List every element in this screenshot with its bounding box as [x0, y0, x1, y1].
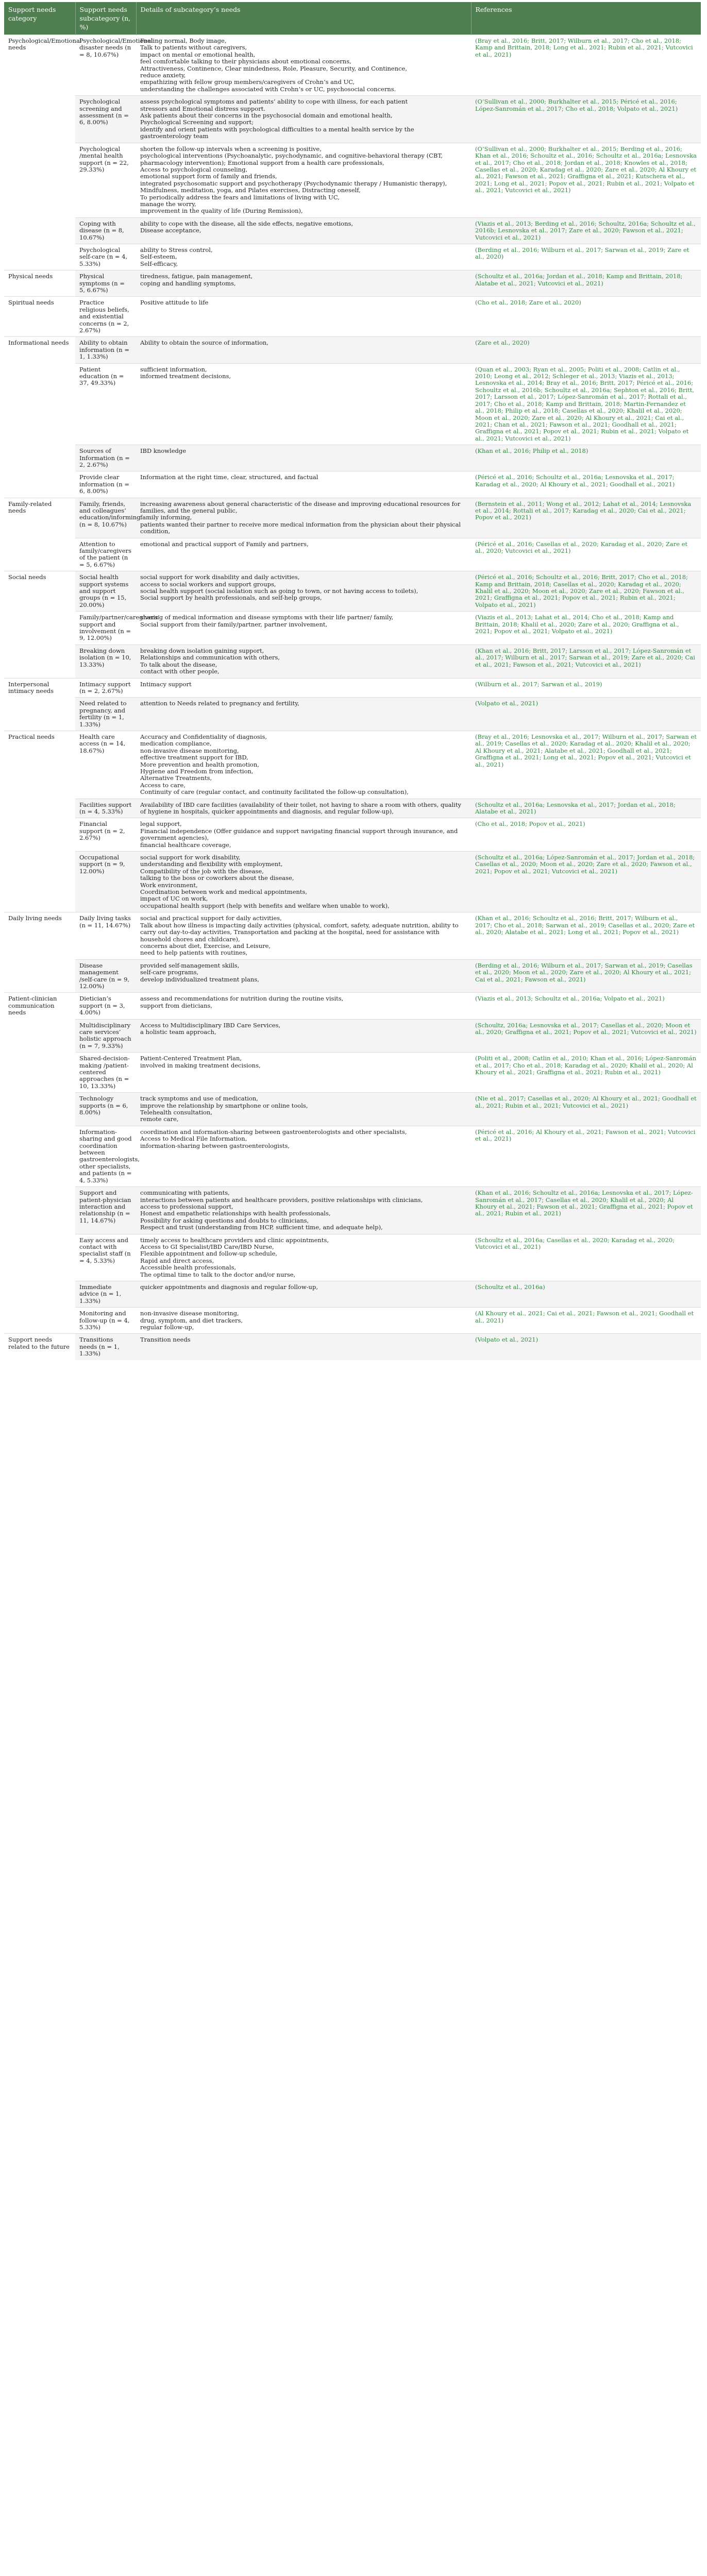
detail-line: coordination and information-sharing between gastroenterologists and other specialists, — [140, 1128, 407, 1136]
details-cell — [136, 852, 471, 912]
references-cell[interactable]: (Zare et al., 2020) — [471, 337, 701, 363]
references-cell[interactable]: (Viazis et al., 2013; Berding et al., 2016; Schoultz, 2016a; Schoultz et al., 2016b; Lesnovska et al., 2017; Zare et al., 2020; Fawson et al., 2021; Vutcovici et al., 2021) — [471, 217, 701, 244]
detail-line: concerns about diet, Exercise, and Leisure, — [140, 942, 271, 950]
support-need-cell: Practical needs — [4, 731, 75, 912]
details-cell — [136, 799, 471, 818]
detail-line: Accuracy and Confidentiality of diagnosis, — [140, 733, 267, 740]
support-need-cell: Daily living needs — [4, 912, 75, 993]
table-row — [4, 538, 701, 571]
detail-line: integrated psychosomatic support and psychotherapy (Psychodynamic therapy / Humanistic therapy), — [140, 179, 447, 187]
detail-line: track symptoms and use of medication, — [140, 1095, 258, 1103]
table-header — [4, 2, 701, 35]
table-row — [4, 337, 701, 363]
detail-line: emotional support form of family and friends, — [140, 173, 277, 180]
detail-line: occupational health support (help with benefits and welfare when unable to work), — [140, 902, 390, 909]
details-cell — [136, 363, 471, 445]
subcategory-cell: Support and patient-physician interaction and relationship (n = 11, 14.67%) — [75, 1187, 136, 1234]
detail-line: sufficient information, — [140, 365, 207, 373]
detail-line: regular follow-up, — [140, 1324, 194, 1331]
subcategory-cell: Coping with disease (n = 8, 10.67%) — [75, 217, 136, 244]
support-need-cell: Social needs — [4, 571, 75, 678]
references-cell[interactable]: (Volpato et al., 2021) — [471, 1334, 701, 1360]
references-cell[interactable]: (Politi et al., 2008; Catlin et al., 2010; Khan et al., 2016; López-Sanromán et al., 2017; Cho et al., 2018; Karadag et al., 2020; Khalil et al., 2020; Al Khoury et al., 2021; Graffigna et al., 2021; Rubin et al., 2021) — [471, 1053, 701, 1093]
references-cell[interactable]: (Berding et al., 2016; Wilburn et al., 2017; Sarwan et al., 2019; Zare et al., 2020) — [471, 244, 701, 270]
detail-line: assess and recommendations for nutrition during the routine visits, — [140, 995, 344, 1003]
detail-line: impact of UC on work, — [140, 895, 208, 903]
detail-line: feel comfortable talking to their physicians about emotional concerns, — [140, 58, 351, 65]
table-body — [4, 35, 701, 1360]
detail-line: contact with other people, — [140, 668, 220, 675]
table-row — [4, 818, 701, 852]
details-cell — [136, 698, 471, 731]
references-cell[interactable]: (Bray et al., 2016; Britt, 2017; Wilburn et al., 2017; Cho et al., 2018; Kamp and Brittain, 2018; Long et al., 2021; Rubin et al., 2021; Vutcovici et al., 2021) — [471, 35, 701, 96]
detail-line: quicker appointments and diagnosis and regular follow-up, — [140, 1283, 318, 1291]
references-cell[interactable]: (Wilburn et al., 2017; Sarwan et al., 2019) — [471, 678, 701, 698]
details-cell — [136, 471, 471, 498]
detail-line: Hygiene and Freedom from infection, — [140, 767, 254, 775]
detail-line: provided self-management skills, — [140, 961, 240, 969]
detail-line: empathizing with fellow group members/caregivers of Crohn’s and UC, — [140, 78, 355, 86]
references-cell[interactable]: (Péricé et al., 2016; Casellas et al., 2020; Karadag et al., 2020; Zare et al., 2020; Vutcovici et al., 2021) — [471, 538, 701, 571]
subcategory-cell: Occupational support (n = 9, 12.00%) — [75, 852, 136, 912]
references-cell[interactable]: (Cho et al., 2018; Zare et al., 2020) — [471, 297, 701, 337]
detail-line: Feeling normal, Body image, — [140, 37, 227, 44]
table-row — [4, 959, 701, 993]
details-cell — [136, 538, 471, 571]
detail-line: Positive attitude to life — [140, 299, 209, 307]
detail-line: breaking down isolation gaining support, — [140, 647, 264, 654]
table-row — [4, 731, 701, 799]
table-row — [4, 698, 701, 731]
subcategory-cell: Social health support systems and support groups (n = 15, 20.00%) — [75, 571, 136, 612]
support-need-cell: Physical needs — [4, 270, 75, 297]
table-row — [4, 645, 701, 678]
detail-line: involved in making treatment decisions, — [140, 1061, 261, 1069]
support-need-cell: Support needs related to the future — [4, 1334, 75, 1360]
details-cell — [136, 1019, 471, 1053]
header-details: Details of subcategory’s needs — [136, 2, 471, 35]
subcategory-cell: Easy access and contact with specialist staff (n = 4, 5.33%) — [75, 1234, 136, 1281]
details-cell — [136, 993, 471, 1019]
detail-line: Alternative Treatments, — [140, 774, 212, 782]
detail-line: patients wanted their partner to receive more medical information from the physician about their physical condition, — [140, 520, 461, 535]
subcategory-cell: Need related to pregnancy, and fertility (n = 1, 1.33%) — [75, 698, 136, 731]
header-row — [4, 2, 701, 35]
detail-line: timely access to healthcare providers and clinic appointments, — [140, 1236, 329, 1244]
detail-line: Talk about how illness is impacting daily activities (physical, comfort, safety, adequate nutrition, ability to carry out day-to-day activities, Transportation and packing at the hospital, need for assistance with household chores and childcare), — [140, 921, 459, 943]
details-cell — [136, 1093, 471, 1126]
detail-line: reduce anxiety, — [140, 72, 186, 79]
detail-line: stressors and Emotional distress support. — [140, 105, 265, 112]
detail-line: remote care, — [140, 1115, 179, 1123]
details-cell — [136, 1187, 471, 1234]
details-cell — [136, 612, 471, 645]
table-row — [4, 678, 701, 698]
references-cell[interactable]: (Péricé et al., 2016; Al Khoury et al., 2021; Fawson et al., 2021; Vutcovici et al., 2021) — [471, 1126, 701, 1187]
table-row — [4, 612, 701, 645]
detail-line: medication compliance, — [140, 740, 212, 748]
details-cell — [136, 445, 471, 471]
references-cell[interactable]: (Khan et al., 2016; Britt, 2017; Larsson et al., 2017; López-Sanromán et al., 2017; Wilburn et al., 2017; Sarwan et al., 2019; Zare et al., 2020; Cai et al., 2021; Fawson et al., 2021; Vutcovici et al., 2021) — [471, 645, 701, 678]
support-need-cell: Family-related needs — [4, 498, 75, 571]
table-row — [4, 1334, 701, 1360]
details-cell — [136, 645, 471, 678]
table-row — [4, 1308, 701, 1334]
detail-line: Compatibility of the job with the disease, — [140, 867, 264, 875]
detail-line: Transition needs — [140, 1336, 191, 1344]
detail-line: psychological interventions (Psychoanalytic, psychodynamic, and cognitive-behavioral therapy (CBT, pharmacology intervention); Emotional support from a health care professionals, — [140, 152, 443, 166]
detail-line: emotional and practical support of Family and partners, — [140, 540, 309, 548]
detail-line: coping and handling symptoms, — [140, 279, 236, 287]
subcategory-cell: Information-sharing and good coordination between gastroenterologists, other specialists, and patients (n = 4, 5.33%) — [75, 1126, 136, 1187]
detail-line: shorten the follow-up intervals when a screening is positive, — [140, 145, 322, 152]
table-row — [4, 993, 701, 1019]
table-row — [4, 1187, 701, 1234]
detail-line: talking to the boss or coworkers about the disease, — [140, 874, 294, 882]
detail-line: a holistic team approach, — [140, 1028, 216, 1036]
detail-line: Social support from their family/partner, partner involvement, — [140, 620, 328, 628]
references-cell[interactable]: (Berding et al., 2016; Wilburn et al., 2017; Sarwan et al., 2019; Casellas et al., 2020; Moon et al., 2020; Zare et al., 2020; Al Khoury et al., 2021; Cai et al., 2021; Fawson et al., 2021) — [471, 959, 701, 993]
subcategory-cell: Financial support (n = 2, 2.67%) — [75, 818, 136, 852]
detail-line: non-invasive disease monitoring, — [140, 747, 239, 754]
references-cell[interactable]: (Cho et al., 2018; Popov et al., 2021) — [471, 818, 701, 852]
detail-line: IBD knowledge — [140, 447, 187, 455]
detail-line: need to help patients with routines, — [140, 949, 248, 957]
detail-line: effective treatment support for IBD, — [140, 754, 248, 761]
detail-line: Self-esteem, — [140, 253, 177, 261]
detail-line: social health support (social isolation such as going to town, or not having access to toilets), — [140, 587, 418, 595]
table-row — [4, 1019, 701, 1053]
subcategory-cell: Practice religious beliefs, and existential concerns (n = 2, 2.67%) — [75, 297, 136, 337]
table-row — [4, 1234, 701, 1281]
references-cell[interactable]: (O’Sullivan et al., 2000; Burkhalter et al., 2015; Berding et al., 2016; Khan et al., 2016; Schoultz et al., 2016; Schoultz et al., 2016a; Lesnovska et al., 2017; Cho et al., 2018; Jordan et al., 2018; Knowles et al., 2018; Casellas et al., 2020; Karadag et al., 2020; Zare et al., 2020; Al Khoury et al., 2021; Fawson et al., 2021; Graffigna et al., 2021; Kutschera et al., 2021; Long et al., 2021; Popov et al., 2021; Rubin et al., 2021; Volpato et al., 2021; Vutcovici et al., 2021) — [471, 143, 701, 217]
subcategory-cell: Psychological/Emotional disaster needs (n = 8, 10.67%) — [75, 35, 136, 96]
references-cell[interactable]: (Volpato et al., 2021) — [471, 698, 701, 731]
details-cell — [136, 678, 471, 698]
subcategory-cell: Monitoring and follow-up (n = 4, 5.33%) — [75, 1308, 136, 1334]
detail-line: Relationships and communication with others, — [140, 654, 280, 662]
details-cell — [136, 912, 471, 959]
subcategory-cell: Physical symptoms (n = 5, 6.67%) — [75, 270, 136, 297]
details-cell — [136, 337, 471, 363]
detail-line: Access to psychological counseling, — [140, 165, 248, 173]
detail-line: To periodically address the fears and limitations of living with UC, — [140, 193, 340, 201]
detail-line: social and practical support for daily activities, — [140, 914, 282, 922]
detail-line: family informing, — [140, 514, 192, 521]
details-cell — [136, 297, 471, 337]
detail-line: tiredness, fatigue, pain management, — [140, 273, 253, 280]
subcategory-cell: Immediate advice (n = 1, 1.33%) — [75, 1281, 136, 1307]
detail-line: Social support by health professionals, and self-help groups, — [140, 594, 322, 602]
table-row — [4, 852, 701, 912]
table-row — [4, 96, 701, 143]
detail-line: access to social workers and support groups, — [140, 580, 276, 588]
table-row — [4, 1281, 701, 1307]
support-needs-table — [4, 2, 701, 1360]
detail-line: Access to Multidisciplinary IBD Care Services, — [140, 1021, 281, 1029]
table-row — [4, 1126, 701, 1187]
table-row — [4, 571, 701, 612]
support-need-cell: Patient-clinician communication needs — [4, 993, 75, 1334]
subcategory-cell: Attention to family/caregivers of the patient (n = 5, 6.67%) — [75, 538, 136, 571]
details-cell — [136, 571, 471, 612]
detail-line: communicating with patients, — [140, 1189, 230, 1197]
detail-line: More prevention and health promotion, — [140, 760, 259, 768]
references-cell[interactable]: (Schoultz et al., 2016a; López-Sanromán et al., 2017; Jordan et al., 2018; Casellas et al., 2020; Moon et al., 2020; Zare et al., 2020; Fawson et al., 2021; Popov et al., 2021; Vutcovici et al., 2021) — [471, 852, 701, 912]
references-cell[interactable]: (O’Sullivan et al., 2000; Burkhalter et al., 2015; Péricé et al., 2016; López-Sanromán et al., 2017; Cho et al., 2018; Volpato et al., 2021) — [471, 96, 701, 143]
detail-line: Financial independence (Offer guidance and support navigating financial support through insurance, and government agencies), — [140, 827, 458, 842]
table-row — [4, 912, 701, 959]
references-cell[interactable]: (Schoultz et al., 2016a; Casellas et al., 2020; Karadag et al., 2020; Vutcovici et al., 2021) — [471, 1234, 701, 1281]
detail-line: Mindfulness, meditation, yoga, and Pilates exercises, Distracting oneself, — [140, 187, 361, 194]
references-cell[interactable]: (Schoultz et al., 2016a; Lesnovska et al., 2017; Jordan et al., 2018; Alatabe et al., 2021) — [471, 799, 701, 818]
detail-line: Possibility for asking questions and doubts to clinicians, — [140, 1216, 309, 1224]
detail-line: information-sharing between gastroenterologists, — [140, 1142, 290, 1149]
detail-line: non-invasive disease monitoring, — [140, 1310, 239, 1317]
references-cell[interactable]: (Khan et al., 2016; Schoultz et al., 2016; Britt, 2017; Wilburn et al., 2017; Cho et al., 2018; Sarwan et al., 2019; Casellas et al., 2020; Zare et al., 2020; Alatabe et al., 2021; Long et al., 2021; Popov et al., 2021) — [471, 912, 701, 959]
detail-line: Availability of IBD care facilities (availability of their toilet, not having to share a room with others, quality of hygiene in hospitals, quicker appointments and diagnosis, and regular follow-up), — [140, 801, 461, 815]
details-cell — [136, 498, 471, 538]
table-row — [4, 471, 701, 498]
details-cell — [136, 1053, 471, 1093]
detail-line: Work environment, — [140, 881, 198, 889]
detail-line: self-care programs, — [140, 969, 199, 976]
detail-line: Telehealth consultation, — [140, 1109, 213, 1116]
detail-line: Access to care, — [140, 781, 186, 789]
header-category: Support needs category — [4, 2, 75, 35]
detail-line: understanding the challenges associated with Crohn’s or UC, psychosocial concerns. — [140, 85, 396, 93]
details-cell — [136, 818, 471, 852]
detail-line: Access to GI Specialist/IBD Care/IBD Nurse, — [140, 1243, 274, 1250]
detail-line: Access to Medical File Information, — [140, 1135, 247, 1143]
subcategory-cell: Transitions needs (n = 1, 1.33%) — [75, 1334, 136, 1360]
detail-line: legal support, — [140, 820, 182, 828]
details-cell — [136, 217, 471, 244]
detail-line: develop individualized treatment plans, — [140, 975, 259, 983]
detail-line: Ask patients about their concerns in the psychosocial domain and emotional health, — [140, 112, 393, 120]
support-need-cell: Spiritual needs — [4, 297, 75, 337]
references-cell[interactable]: (Viazis et al., 2013; Lahat et al., 2014; Cho et al., 2018; Kamp and Brittain, 2018; Khalil et al., 2020; Zare et al., 2020; Graffigna et al., 2021; Popov et al., 2021; Volpato et al., 2021) — [471, 612, 701, 645]
detail-line: ability to cope with the disease, all the side effects, negative emotions, — [140, 219, 354, 227]
details-cell — [136, 1308, 471, 1334]
detail-line: support from dieticians, — [140, 1002, 213, 1009]
references-cell[interactable]: (Quan et al., 2003; Ryan et al., 2005; Politi et al., 2008; Catlin et al., 2010; Leong et al., 2012; Schleger et al., 2013; Viazis et al., 2013; Lesnovska et al., 2014; Bray et al., 2016; Britt, 2017; Péricé et al., 2016; Schoultz et al., 2016b; Schoultz et al., 2016a; Sephton et al., 2016; Britt, 2017; Larsson et al., 2017; López-Sanromán et al., 2017; Rottali et al., 2017; Cho et al., 2018; Kamp and Brittain, 2018; Martin-Fernandez et al., 2018; Philip et al., 2018; Casellas et al., 2020; Khalil et al., 2020; Moon et al., 2020; Zare et al., 2020; Al Khoury et al., 2021; Cai et al., 2021; Chan et al., 2021; Fawson et al., 2021; Goodhall et al., 2021; Graffigna et al., 2021; Popov et al., 2021; Rubin et al., 2021; Volpato et al., 2021; Vutcovici et al., 2021) — [471, 363, 701, 445]
detail-line: Information at the right time, clear, structured, and factual — [140, 473, 318, 481]
detail-line: Self-efficacy, — [140, 260, 178, 267]
detail-line: informed treatment decisions, — [140, 372, 231, 380]
details-cell — [136, 143, 471, 217]
references-cell[interactable]: (Schoultz et al., 2016a; Jordan et al., 2018; Kamp and Brittain, 2018; Alatabe et al., 2021; Vutcovici et al., 2021) — [471, 270, 701, 297]
support-need-cell: Psychological/Emotional needs — [4, 35, 75, 270]
support-need-cell: Interpersonal intimacy needs — [4, 678, 75, 731]
detail-line: impact on mental or emotional health, — [140, 50, 256, 58]
subcategory-cell: Patient education (n = 37, 49.33%) — [75, 363, 136, 445]
subcategory-cell: Disease management /self-care (n = 9, 12.00%) — [75, 959, 136, 993]
support-need-cell: Informational needs — [4, 337, 75, 498]
details-cell — [136, 1281, 471, 1307]
table-row — [4, 1053, 701, 1093]
detail-line: attention to Needs related to pregnancy and fertility, — [140, 700, 299, 707]
detail-line: Talk to patients without caregivers, — [140, 44, 247, 52]
subcategory-cell: Psychological self-care (n = 4, 5.33%) — [75, 244, 136, 270]
subcategory-cell: Technology supports (n = 6, 8.00%) — [75, 1093, 136, 1126]
table-row — [4, 270, 701, 297]
detail-line: The optimal time to talk to the doctor and/or nurse, — [140, 1270, 296, 1278]
subcategory-cell: Intimacy support (n = 2, 2.67%) — [75, 678, 136, 698]
subcategory-cell: Provide clear information (n = 6, 8.00%) — [75, 471, 136, 498]
subcategory-cell: Ability to obtain information (n = 1, 1.33%) — [75, 337, 136, 363]
subcategory-cell: Psychological screening and assessment (n = 6, 8.00%) — [75, 96, 136, 143]
subcategory-cell: Dietician’s support (n = 3, 4.00%) — [75, 993, 136, 1019]
detail-line: drug, symptom, and diet trackers, — [140, 1316, 243, 1324]
detail-line: Ability to obtain the source of information, — [140, 339, 268, 347]
details-cell — [136, 96, 471, 143]
table-row — [4, 35, 701, 96]
table-row — [4, 297, 701, 337]
detail-line: Accessible health professionals, — [140, 1264, 237, 1272]
references-cell[interactable]: (Schoultz, 2016a; Lesnovska et al., 2017; Casellas et al., 2020; Moon et al., 2020; Graffigna et al., 2021; Popov et al., 2021; Vutcovici et al., 2021) — [471, 1019, 701, 1053]
subcategory-cell: Facilities support (n = 4, 5.33%) — [75, 799, 136, 818]
detail-line: improvement in the quality of life (During Remission), — [140, 207, 303, 215]
detail-line: increasing awareness about general characteristic of the disease and improving educational resources for families, and the general public, — [140, 500, 461, 514]
subcategory-cell: Multidisciplinary care services’ holistic approach (n = 7, 9.33%) — [75, 1019, 136, 1053]
detail-line: understanding and flexibility with employment, — [140, 860, 283, 868]
detail-line: To talk about the disease, — [140, 660, 217, 668]
table-row — [4, 217, 701, 244]
detail-line: sharing of medical information and disease symptoms with their life partner/ family, — [140, 614, 394, 621]
details-cell — [136, 959, 471, 993]
detail-line: manage the worry, — [140, 200, 196, 208]
header-subcategory: Support needs subcategory (n, %) — [75, 2, 136, 35]
detail-line: Intimacy support — [140, 680, 192, 688]
references-cell[interactable]: (Al Khoury et al., 2021; Cai et al., 2021; Fawson et al., 2021; Goodhall et al., 2021) — [471, 1308, 701, 1334]
details-cell — [136, 35, 471, 96]
detail-line: social support for work disability, — [140, 854, 241, 861]
subcategory-cell: Psychological /mental health support (n = 22, 29.33%) — [75, 143, 136, 217]
header-references: References — [471, 2, 701, 35]
references-cell[interactable]: (Péricé et al., 2016; Schoultz et al., 2016a; Lesnovska et al., 2017; Karadag et al., 2020; Al Khoury et al., 2021; Goodhall et al., 2021) — [471, 471, 701, 498]
references-cell[interactable]: (Schoultz et al., 2016a) — [471, 1281, 701, 1307]
subcategory-cell: Shared-decision-making /patient-centered approaches (n = 10, 13.33%) — [75, 1053, 136, 1093]
subcategory-cell: Family/partner/caregivers’ support and involvement (n = 9, 12.00%) — [75, 612, 136, 645]
detail-line: Psychological Screening and support; — [140, 118, 254, 126]
table-row — [4, 498, 701, 538]
table-row — [4, 363, 701, 445]
references-cell[interactable]: (Péricé et al., 2016; Schoultz et al., 2016; Britt, 2017; Cho et al., 2018; Kamp and Brittain, 2018; Casellas et al., 2020; Karadag et al., 2020; Khalil et al., 2020; Moon et al., 2020; Zare et al., 2020; Fawson et al., 2021; Graffigna et al., 2021; Popov et al., 2021; Rubin et al., 2021; Volpato et al., 2021) — [471, 571, 701, 612]
references-cell[interactable]: (Khan et al., 2016; Philip et al., 2018) — [471, 445, 701, 471]
table-row — [4, 1093, 701, 1126]
details-cell — [136, 1126, 471, 1187]
references-cell[interactable]: (Nie et al., 2017; Casellas et al., 2020; Al Khoury et al., 2021; Goodhall et al., 2021; Rubin et al., 2021; Vutcovici et al., 2021) — [471, 1093, 701, 1126]
detail-line: improve the relationship by smartphone or online tools, — [140, 1101, 308, 1109]
detail-line: Coordination between work and medical appointments, — [140, 888, 308, 896]
table-row — [4, 244, 701, 270]
details-cell — [136, 1334, 471, 1360]
subcategory-cell: Family, friends, and colleagues’ education/informing (n = 8, 10.67%) — [75, 498, 136, 538]
references-cell[interactable]: (Viazis et al., 2013; Schoultz et al., 2016a; Volpato et al., 2021) — [471, 993, 701, 1019]
references-cell[interactable]: (Bernstein et al., 2011; Wong et al., 2012; Lahat et al., 2014; Lesnovska et al., 2014; Rottali et al., 2017; Karadag et al., 2020; Cai et al., 2021; Popov et al., 2021) — [471, 498, 701, 538]
detail-line: Attractiveness, Continence, Clear mindedness, Role, Pleasure, Security, and Continence, — [140, 64, 408, 72]
detail-line: interactions between patients and healthcare providers, positive relationships with clinicians, — [140, 1196, 423, 1204]
detail-line: financial healthcare coverage, — [140, 841, 231, 849]
subcategory-cell: Daily living tasks (n = 11, 14.67%) — [75, 912, 136, 959]
details-cell — [136, 731, 471, 799]
detail-line: social support for work disability and daily activities, — [140, 573, 300, 581]
details-cell — [136, 270, 471, 297]
detail-line: Honest and empathetic relationships with health professionals, — [140, 1210, 331, 1217]
table-row — [4, 445, 701, 471]
detail-line: access to professional support, — [140, 1202, 233, 1210]
details-cell — [136, 1234, 471, 1281]
detail-line: Respect and trust (understanding from HCP, sufficient time, and adequate help), — [140, 1224, 383, 1231]
table-row — [4, 799, 701, 818]
detail-line: Continuity of care (regular contact, and continuity facilitated the follow-up consultation), — [140, 788, 409, 796]
detail-line: assess psychological symptoms and patients’ ability to cope with illness, for each patient — [140, 98, 408, 106]
detail-line: ability to Stress control, — [140, 246, 213, 253]
details-cell — [136, 244, 471, 270]
references-cell[interactable]: (Bray et al., 2016; Lesnovska et al., 2017; Wilburn et al., 2017; Sarwan et al., 2019; Casellas et al., 2020; Karadag et al., 2020; Khalil et al., 2020; Al Khoury et al., 2021; Alatabe et al., 2021; Goodhall et al., 2021; Graffigna et al., 2021; Long et al., 2021; Popov et al., 2021; Vutcovici et al., 2021) — [471, 731, 701, 799]
subcategory-cell: Breaking down isolation (n = 10, 13.33%) — [75, 645, 136, 678]
subcategory-cell: Health care access (n = 14, 18.67%) — [75, 731, 136, 799]
detail-line: Flexible appointment and follow-up schedule, — [140, 1250, 278, 1258]
detail-line: Patient-Centered Treatment Plan, — [140, 1055, 242, 1062]
detail-line: Disease acceptance, — [140, 227, 201, 234]
references-cell[interactable]: (Khan et al., 2016; Schoultz et al., 2016a; Lesnovska et al., 2017; López-Sanromán et al., 2017; Casellas et al., 2020; Khalil et al., 2020; Al Khoury et al., 2021; Fawson et al., 2021; Graffigna et al., 2021; Popov et al., 2021; Rubin et al., 2021) — [471, 1187, 701, 1234]
table-row — [4, 143, 701, 217]
detail-line: identify and orient patients with psychological difficulties to a mental health service by the gastroenterology team — [140, 125, 414, 140]
subcategory-cell: Sources of Information (n = 2, 2.67%) — [75, 445, 136, 471]
detail-line: Rapid and direct access, — [140, 1257, 214, 1264]
